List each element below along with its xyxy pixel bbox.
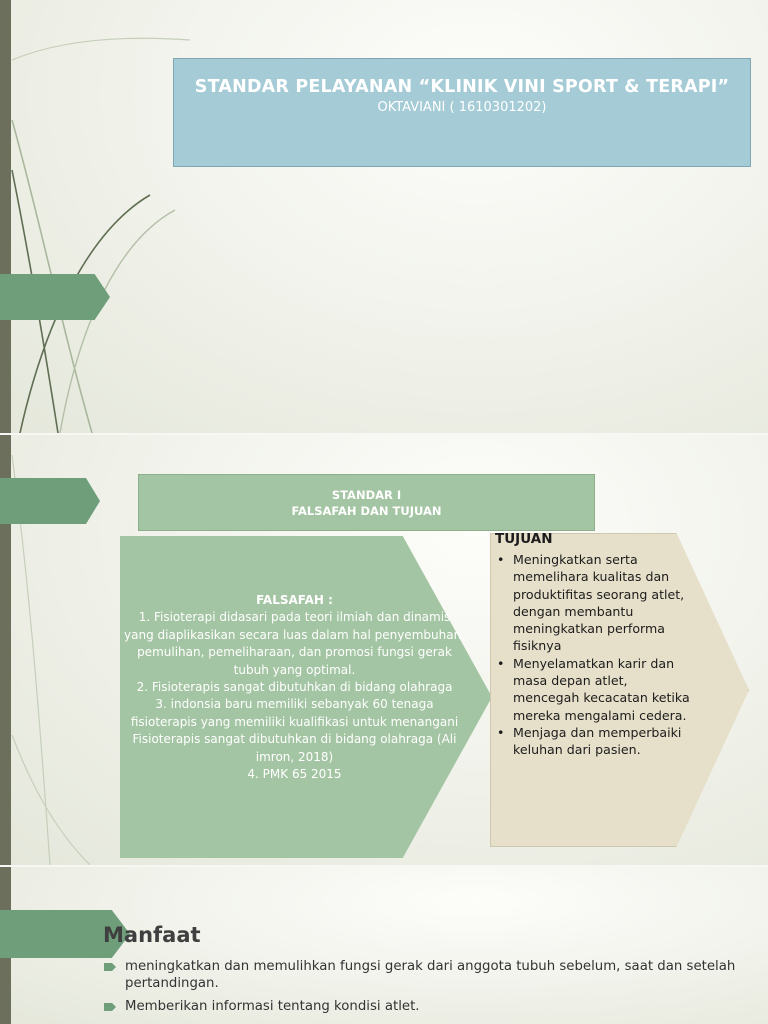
standard-title-line1: STANDAR I [331,487,402,502]
manfaat-list [104,959,744,1023]
tujuan-heading: TUJUAN [495,531,553,547]
slide-manfaat [0,867,768,1024]
title-box [173,58,751,167]
decorative-curves [0,0,200,433]
manfaat-heading: Manfaat [103,923,201,947]
falsafah-item: 1. Fisioterapi didasari pada teori ilmiah dan dinamis yang diaplikasikan secara luas dalam hal penyembuhan, pemulihan, pemeliharaan, dan promosi fungsi gerak tubuh yang optimal. [124,610,465,677]
bullet-dot-icon: • [497,724,505,740]
arrow-bullet-icon [104,963,116,971]
falsafah-item: 3. indonsia baru memiliki sebanyak 60 tenaga fisioterapis yang memiliki kualifikasi untuk menangani Fisioterapis sangat dibutuhkan di bidang olahraga (Ali imron, 2018) [130,697,459,764]
tujuan-item: • Menyelamatkan karir dan masa depan atlet, mencegah kecacatan ketika mereka mengalami cedera. [497,655,690,723]
slide-subtitle: OKTAVIANI ( 1610301202) [377,100,547,115]
arrow-tab-icon [0,478,100,524]
manfaat-item: Memberikan informasi tentang kondisi atlet. [104,999,744,1016]
falsafah-item: 4. PMK 65 2015 [247,767,342,782]
bullet-dot-icon: • [497,552,505,567]
standard-title-box [138,474,595,531]
arrow-tab-icon [0,274,110,320]
manfaat-item: meningkatkan dan memulihkan fungsi gerak dari anggota tubuh sebelum, saat dan setelah pertandingan. [104,959,744,992]
slide-title [0,0,768,433]
falsafah-item: 2. Fisioterapis sangat dibutuhkan di bidang olahraga [136,680,453,695]
tujuan-item: • Meningkatkan serta memelihara kualitas dan produktifitas seorang atlet, dengan membantu meningkatkan performa fisiknya [497,552,685,654]
standard-title-line2: FALSAFAH DAN TUJUAN [291,503,442,518]
bullet-dot-icon: • [497,655,505,671]
tujuan-list [495,551,695,759]
slide-title-text: STANDAR PELAYANAN “KLINIK VINI SPORT & TERAPI” [194,77,730,97]
slide-standard-1 [0,435,768,865]
falsafah-heading: FALSAFAH : [256,593,333,607]
tujuan-item: • Menjaga dan memperbaiki keluhan dari pasien. [497,724,682,758]
arrow-bullet-icon [104,1003,116,1011]
falsafah-text [122,592,467,783]
